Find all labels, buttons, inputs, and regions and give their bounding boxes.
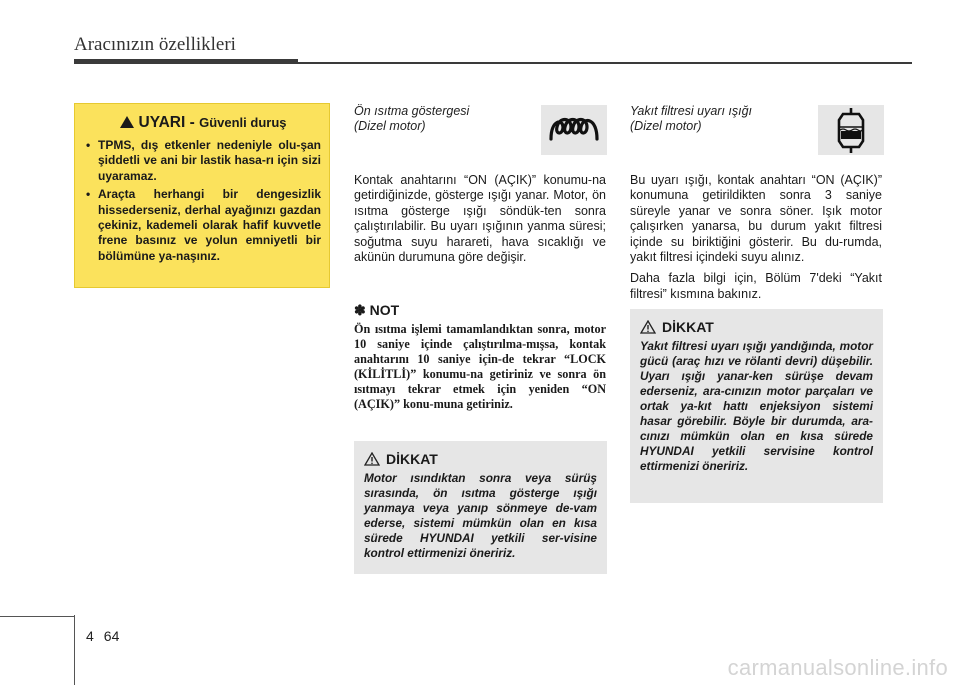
caution-heading: [364, 451, 597, 467]
header-bar: [74, 59, 298, 64]
page-number-value: 64: [103, 628, 120, 644]
fuelfilter-title-line1: Yakıt filtresi uyarı ışığı: [630, 104, 753, 118]
footer-rule: [0, 616, 74, 617]
fuelfilter-title: [630, 104, 752, 134]
caution-heading: [640, 319, 873, 335]
warning-item: • TPMS, dış etkenler nedeniyle olu-şan şiddetli ve ani bir lastik hasa-rı için sizi uyaramaz.: [85, 138, 321, 184]
page-number: [86, 628, 129, 644]
warning-list: [85, 138, 321, 264]
footer-divider: [74, 615, 75, 685]
page-header-title: Aracınızın özellikleri: [74, 34, 236, 55]
caution-title: DİKKAT: [386, 451, 438, 467]
warning-heading: [85, 114, 321, 132]
preheat-title: [354, 104, 469, 134]
warning-box: [74, 103, 330, 288]
glow-plug-icon: [541, 105, 607, 155]
caution-body: Motor ısındıktan sonra veya sürüş sırasında, ön ısıtma gösterge ışığı yanmaya veya yanıp sönmeye de-vam ederse, sistemi mümkün olan en kısa sürede HYUNDAI yetkili ser-visine kontrol ettirmenizi öneririz.: [364, 471, 597, 560]
fuelfilter-icon-box: [818, 105, 884, 155]
warning-item: • Araçta herhangi bir dengesizlik hissederseniz, derhal ayağınızı gazdan çekiniz, kademeli olarak hafif kuvvetle frene basınız ve yolun emniyetli bir bölümüne ya-naşınız.: [85, 187, 321, 264]
caution-triangle-icon: [640, 320, 656, 334]
caution-box-fuelfilter: [630, 309, 883, 503]
chapter-number: 4: [86, 628, 94, 644]
preheat-body: [354, 173, 606, 271]
note-body: Ön ısıtma işlemi tamamlandıktan sonra, motor 10 saniye içinde çalıştırılma-mışsa, kontak anahtarını 10 saniye için-de tekrar “LOCK (KİLİTLİ)” konumu-na getiriniz ve sonra ön ısıtmayı tekrar etmek için yeniden “ON (AÇIK)” konu-muna getiriniz.: [354, 322, 606, 411]
warning-subtitle: Güvenli duruş: [199, 115, 287, 130]
fuelfilter-reference-text: Daha fazla bilgi için, Bölüm 7'deki “Yakıt filtresi” kısmına bakınız.: [630, 271, 882, 301]
fuelfilter-title-line2: (Dizel motor): [630, 119, 702, 133]
fuelfilter-body-text: Bu uyarı ışığı, kontak anahtarı “ON (AÇIK)” konumuna getirildikten sonra 3 saniye süreyle yanar ve sonra söner. Işık motor çalışırken yanarsa, bu durum yakıt filtresi içinde su biriktiğini gösterir. Bu du-rumda, yakıt filtresi içindeki suyu alınız.: [630, 173, 882, 265]
fuelfilter-body: [630, 173, 882, 308]
preheat-title-line2: (Dizel motor): [354, 119, 426, 133]
caution-triangle-icon: [364, 452, 380, 466]
header-rule: [298, 62, 912, 64]
warning-triangle-icon: [120, 116, 134, 128]
note-heading: ✽ NOT: [354, 302, 400, 318]
caution-body: Yakıt filtresi uyarı ışığı yandığında, motor gücü (araç hızı ve rölanti devri) düşebilir. Uyarı ışığı yanar-ken sürüşe devam ederseniz, ara-cınızın motor parçaları ve ortak ya-kıt hattı enjeksiyon sistemi hasar görebilir. Böyle bir durumda, ara-cınızı mümkün olan en kısa sürede HYUNDAI yetkili servisine kontrol ettirmenizi öneririz.: [640, 339, 873, 473]
preheat-title-line1: Ön ısıtma göstergesi: [354, 104, 470, 118]
warning-label: UYARI -: [138, 114, 195, 131]
fuel-filter-icon: [818, 105, 884, 155]
watermark: carmanualsonline.info: [727, 655, 948, 680]
preheat-icon-box: [541, 105, 607, 155]
preheat-body-text: Kontak anahtarını “ON (AÇIK)” konumu-na getirdiğinizde, gösterge ışığı yanar. Motor, ön ısıtma gösterge ışığı söndük-ten sonra çalıştırılabilir. Bu uyarı ışığının yanma süresi; soğutma suyu harareti, hava sıcaklığı ve akünün durumuna göre değişir.: [354, 173, 606, 265]
caution-title: DİKKAT: [662, 319, 714, 335]
caution-box-preheat: [354, 441, 607, 574]
